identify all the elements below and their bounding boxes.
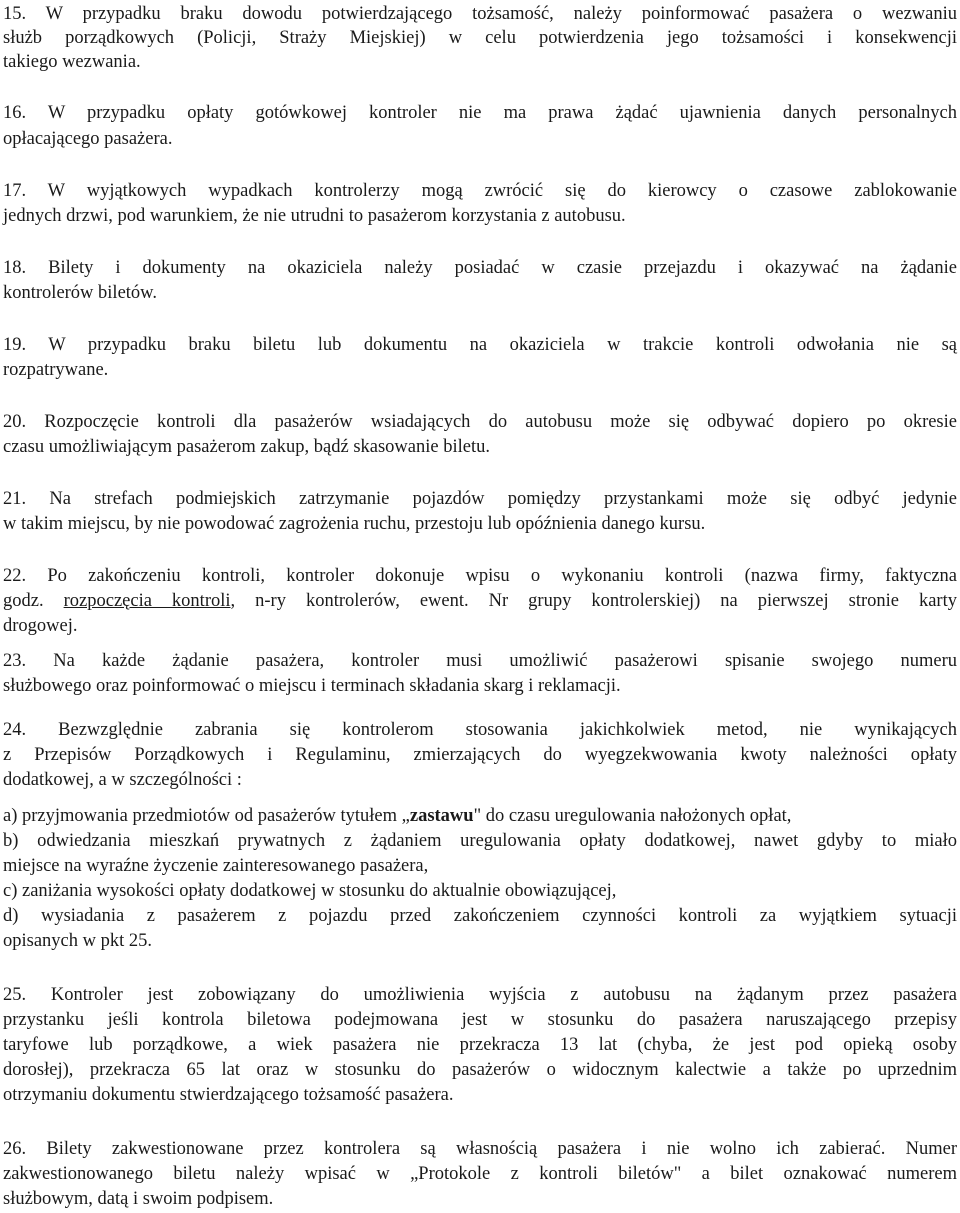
paragraph-15-line-1: 15. W przypadku braku dowodu potwierdzającego tożsamość, należy poinformować pasażera o wezwaniu [3, 4, 957, 24]
paragraph-26-line-1: 26. Bilety zakwestionowane przez kontrolera są własnością pasażera i nie wolno ich zabierać. Numer [3, 1139, 957, 1159]
paragraph-15-line-2: służb porządkowych (Policji, Straży Miejskiej) w celu potwierdzenia jego tożsamości i konsekwencji [3, 28, 957, 48]
paragraph-16-line-1: 16. W przypadku opłaty gotówkowej kontroler nie ma prawa żądać ujawnienia danych personalnych [3, 103, 957, 123]
paragraph-18-line-2: kontrolerów biletów. [3, 283, 157, 303]
paragraph-22-line-1: 22. Po zakończeniu kontroli, kontroler dokonuje wpisu o wykonaniu kontroli (nazwa firmy, faktyczna [3, 566, 957, 586]
paragraph-24-item-b-line-2: miejsce na wyraźne życzenie zainteresowanego pasażera, [3, 856, 429, 876]
paragraph-24-item-d-line-2: opisanych w pkt 25. [3, 931, 153, 951]
paragraph-19-line-2: rozpatrywane. [3, 360, 109, 380]
item-a-start: a) przyjmowania przedmiotów od pasażerów tytułem „ [3, 806, 410, 826]
paragraph-22-line-2-end: , n-ry kontrolerów, ewent. Nr grupy kontrolerskiej) na pierwszej stronie karty [230, 591, 957, 611]
paragraph-25-line-5: otrzymaniu dokumentu stwierdzającego tożsamość pasażera. [3, 1085, 454, 1105]
paragraph-21-line-1: 21. Na strefach podmiejskich zatrzymanie pojazdów pomiędzy przystankami może się odbyć jedynie [3, 489, 957, 509]
paragraph-25-line-3: taryfowe lub porządkowe, a wiek pasażera nie przekracza 13 lat (chyba, że jest pod opieką osoby [3, 1035, 957, 1055]
paragraph-21-line-2: w takim miejscu, by nie powodować zagrożenia ruchu, przestoju lub opóźnienia danego kursu. [3, 514, 706, 534]
paragraph-16-line-2: opłacającego pasażera. [3, 129, 173, 149]
paragraph-25-line-2: przystanku jeśli kontrola biletowa podejmowana jest w stosunku do pasażera naruszającego przepisy [3, 1010, 957, 1030]
paragraph-24-line-2: z Przepisów Porządkowych i Regulaminu, zmierzających do wyegzekwowania kwoty należności opłaty [3, 745, 957, 765]
paragraph-15-line-3: takiego wezwania. [3, 52, 141, 72]
paragraph-19-line-1: 19. W przypadku braku biletu lub dokumentu na okaziciela w trakcie kontroli odwołania nie są [3, 335, 957, 355]
paragraph-24-item-d-line-1: d) wysiadania z pasażerem z pojazdu przed zakończeniem czynności kontroli za wyjątkiem sytuacji [3, 906, 957, 926]
paragraph-23-line-1: 23. Na każde żądanie pasażera, kontroler musi umożliwić pasażerowi spisanie swojego numeru [3, 651, 957, 671]
paragraph-26-line-3: służbowym, datą i swoim podpisem. [3, 1189, 274, 1209]
paragraph-24-item-b-line-1: b) odwiedzania mieszkań prywatnych z żądaniem uregulowania opłaty dodatkowej, nawet gdyby to miało [3, 831, 957, 851]
paragraph-24-line-3: dodatkowej, a w szczególności : [3, 770, 242, 790]
paragraph-18-line-1: 18. Bilety i dokumenty na okaziciela należy posiadać w czasie przejazdu i okazywać na żądanie [3, 258, 957, 278]
item-a-end: " do czasu uregulowania nałożonych opłat, [473, 806, 792, 826]
paragraph-24-item-a [3, 804, 957, 828]
paragraph-17-line-2: jednych drzwi, pod warunkiem, że nie utrudni to pasażerom korzystania z autobusu. [3, 206, 626, 226]
paragraph-24-line-1: 24. Bezwzględnie zabrania się kontrolerom stosowania jakichkolwiek metod, nie wynikających [3, 720, 957, 740]
paragraph-23-line-2: służbowego oraz poinformować o miejscu i terminach składania skarg i reklamacji. [3, 676, 621, 696]
item-a-bold-word: zastawu [409, 806, 474, 826]
paragraph-22-line-2 [3, 589, 957, 613]
paragraph-20-line-1: 20. Rozpoczęcie kontroli dla pasażerów wsiadających do autobusu może się odbywać dopiero po okresie [3, 412, 957, 432]
paragraph-24-item-c: c) zaniżania wysokości opłaty dodatkowej w stosunku do aktualnie obowiązującej, [3, 881, 617, 901]
paragraph-17-line-1: 17. W wyjątkowych wypadkach kontrolerzy mogą zwrócić się do kierowcy o czasowe zablokowanie [3, 181, 957, 201]
paragraph-20-line-2: czasu umożliwiającym pasażerom zakup, bądź skasowanie biletu. [3, 437, 490, 457]
paragraph-25-line-4: dorosłej), przekracza 65 lat oraz w stosunku do pasażerów o widocznym kalectwie a także po uprzednim [3, 1060, 957, 1080]
paragraph-22-line-3: drogowej. [3, 616, 78, 636]
paragraph-22-underlined-phrase: rozpoczęcia kontroli [63, 591, 231, 611]
paragraph-25-line-1: 25. Kontroler jest zobowiązany do umożliwienia wyjścia z autobusu na żądanym przez pasażera [3, 985, 957, 1005]
paragraph-26-line-2: zakwestionowanego biletu należy wpisać w „Protokole z kontroli biletów" a bilet oznakować numerem [3, 1164, 957, 1184]
paragraph-22-line-2-start: godz. [3, 591, 64, 611]
